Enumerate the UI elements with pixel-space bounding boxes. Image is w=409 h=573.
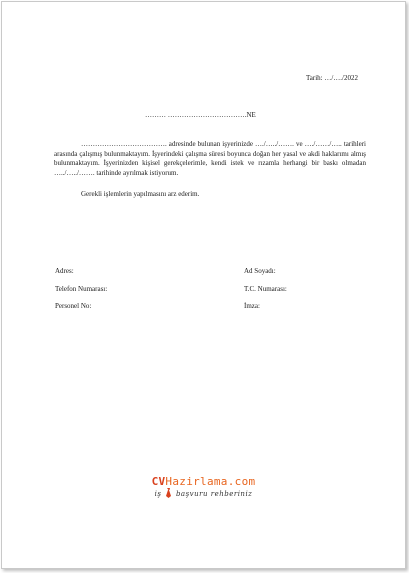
document-page [1,1,406,569]
address-label: Adres: [55,267,74,275]
tie-icon [164,488,173,498]
personnel-no-label: Personel No: [55,302,92,310]
tc-number-label: T.C. Numarası: [244,285,287,293]
date-line: Tarih: …/…./2022 [306,74,359,82]
logo-tagline-end: başvuru rehberiniz [175,490,253,498]
body-paragraph: ………………………………. adresinde bulunan işyerinizde …./…../……. ve …./……/….. tarihleri arasında çalışmış bulunmaktayım. İşyerindeki çalışma süresi boyunca doğan her yasal ve akdi haklarımı almış bulunmaktayım. İşyerinizden kişisel gerekçelerimle, kendi istek ve rızamla herhangi bir baskı olmadan …../…../……. tarihinde ayrılmak istiyorum. [54,140,366,177]
logo-tagline-start: iş [154,490,162,498]
logo-prefix: CV [151,475,166,488]
logo-wordmark [2,475,405,488]
logo-tagline [2,488,405,498]
signature-label: İmza: [244,302,260,310]
phone-label: Telefon Numarası: [55,285,108,293]
addressee: ……… …………………………….NE [145,111,256,119]
logo-suffix: Hazirlama.com [165,475,256,488]
name-label: Ad Soyadı: [244,267,276,275]
request-sentence: Gerekli işlemlerin yapılmasını arz ederim. [81,190,200,198]
cvhazirlama-logo [2,475,405,498]
